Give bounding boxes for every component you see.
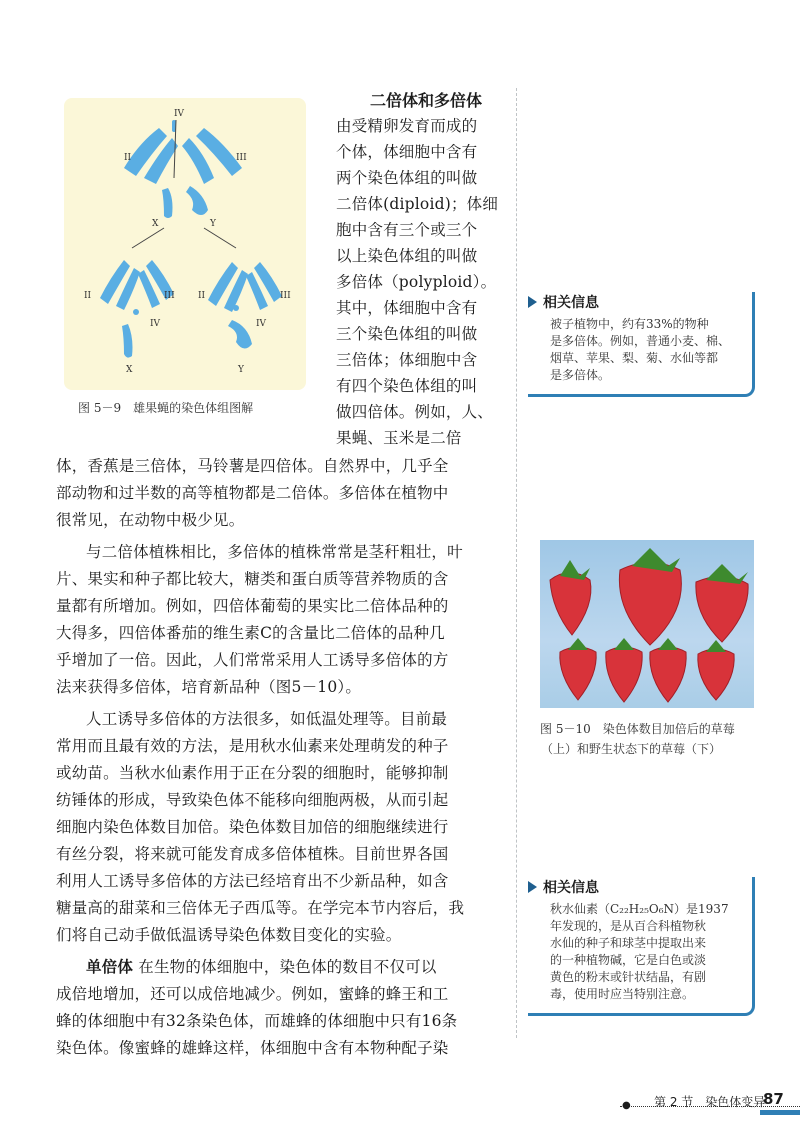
info-line: 毒，使用时应当特别注意。	[550, 987, 695, 1001]
strawberry-large-3	[696, 576, 748, 642]
body-line: 果蝇、玉米是二倍	[336, 429, 462, 447]
info-box-polyploid	[528, 292, 755, 397]
strawberry-photo	[540, 540, 754, 708]
triangle-bullet-icon	[528, 296, 537, 308]
body-line: 三个染色体组的叫做	[336, 325, 478, 343]
body-line	[86, 958, 437, 977]
chromosome-y-bottom	[228, 320, 252, 349]
figure-5-9	[64, 98, 306, 390]
chromosome-iv-br	[233, 305, 239, 311]
page-number: 87	[763, 1090, 784, 1108]
chromosome-diagram	[64, 98, 306, 390]
body-line: 糖量高的甜菜和三倍体无子西瓜等。在学完本节内容后，我	[56, 899, 465, 917]
strawberry-small-3	[650, 647, 686, 702]
footer-accent-bar	[760, 1110, 800, 1115]
info-box-title: 相关信息	[543, 880, 599, 896]
body-line: 个体，体细胞中含有	[336, 143, 478, 161]
label-iii-br: III	[280, 291, 291, 301]
info-box-title: 相关信息	[543, 295, 599, 311]
leaf-5	[614, 638, 634, 650]
body-line: 人工诱导多倍体的方法很多，如低温处理等。目前最	[86, 710, 448, 728]
body-line: 体，香蕉是三倍体，马铃薯是四倍体。自然界中，几乎全	[56, 457, 449, 475]
strawberry-large-1	[550, 573, 591, 636]
strawberries-image	[540, 540, 754, 708]
body-line: 两个染色体组的叫做	[336, 169, 478, 187]
body-line: 染色体。像蜜蜂的雄蜂这样，体细胞中含有本物种配子染	[56, 1039, 449, 1057]
label-iv-br: IV	[256, 319, 267, 329]
body-line: 有丝分裂，将来就可能发育成多倍体植株。目前世界各国	[56, 845, 449, 863]
strawberry-small-4	[698, 649, 734, 700]
column-divider	[516, 88, 517, 1038]
chromosome-iv-bl	[133, 309, 139, 315]
label-ii-br: II	[198, 291, 206, 301]
body-line: 纺锤体的形成，导致染色体不能移向细胞两极，从而引起	[56, 791, 449, 809]
body-line: 三倍体；体细胞中含	[336, 351, 478, 369]
body-line: 成倍地增加，还可以成倍地减少。例如，蜜蜂的蜂王和工	[56, 985, 449, 1003]
label-x-mid: X	[152, 219, 159, 229]
body-line: 部动物和过半数的高等植物都是二倍体。多倍体在植物中	[56, 484, 449, 502]
label-iii-bl: III	[164, 291, 175, 301]
leaf-6	[658, 638, 678, 650]
body-line: 做四倍体。例如，人、	[336, 403, 494, 421]
body-line: 胞中含有三个或三个	[336, 221, 478, 239]
body-line: 蜂的体细胞中有32条染色体，而雄蜂的体细胞中只有16条	[56, 1012, 458, 1030]
body-line: 二倍体(diploid)；体细	[336, 195, 499, 213]
body-line: 或幼苗。当秋水仙素作用于正在分裂的细胞时，能够抑制	[56, 764, 449, 782]
label-x-bottom: X	[126, 365, 133, 375]
body-line: 片、果实和种子都比较大，糖类和蛋白质等营养物质的含	[56, 570, 449, 588]
body-line: 以上染色体组的叫做	[336, 247, 478, 265]
body-line: 法来获得多倍体，培育新品种（图5－10）。	[56, 678, 362, 696]
body-line: 由受精卵发育而成的	[336, 117, 478, 135]
footer-section-title: 第 2 节 染色体变异	[654, 1095, 766, 1109]
body-line: 与二倍体植株相比，多倍体的植株常常是茎秆粗壮，叶	[86, 543, 463, 561]
info-line: 是多倍体。	[550, 368, 611, 382]
chromosome-x-bottom	[122, 324, 133, 358]
label-iv-top: IV	[174, 109, 185, 119]
label-iii-top: III	[236, 153, 247, 163]
leaf-7	[706, 640, 726, 652]
term-haploid: 单倍体	[86, 958, 134, 976]
body-line: 量都有所增加。例如，四倍体葡萄的果实比二倍体品种的	[56, 597, 449, 615]
info-box-header	[528, 877, 752, 897]
arrow-y	[204, 228, 236, 248]
body-line: 很常见，在动物中极少见。	[56, 511, 245, 529]
info-line: 被子植物中，约有33%的物种	[550, 317, 709, 331]
label-ii-top: II	[124, 153, 132, 163]
info-line: 是多倍体。例如，普通小麦、棉、	[550, 334, 731, 348]
body-line: 乎增加了一倍。因此，人们常常采用人工诱导多倍体的方	[56, 651, 449, 669]
info-box-header	[528, 292, 752, 312]
label-y-bottom: Y	[238, 365, 244, 375]
info-line: 水仙的种子和球茎中提取出来	[550, 936, 707, 950]
info-line: 烟草、苹果、梨、菊、水仙等都	[550, 351, 719, 365]
footer-dot-icon: ●	[622, 1100, 631, 1111]
body-line: 多倍体（polyploid）。	[336, 273, 497, 291]
body-line: 们将自己动手做低温诱导染色体数目变化的实验。	[56, 926, 402, 944]
body-line: 利用人工诱导多倍体的方法已经培育出不少新品种，如含	[56, 872, 449, 890]
label-ii-bl: II	[84, 291, 92, 301]
label-y-mid: Y	[210, 219, 216, 229]
arrow-x	[132, 228, 164, 248]
info-line: 年发现的，是从百合科植物秋	[550, 919, 707, 933]
chromosome-x-top	[162, 188, 173, 218]
triangle-bullet-icon	[528, 881, 537, 893]
figure-5-10-caption-line1: 图 5－10 染色体数目加倍后的草莓	[540, 722, 735, 736]
info-box-colchicine	[528, 877, 755, 1016]
strawberry-small-2	[606, 647, 642, 702]
strawberry-small-1	[560, 647, 596, 700]
body-line: 其中，体细胞中含有	[336, 299, 478, 317]
section-title: 二倍体和多倍体	[370, 91, 483, 110]
info-line: 黄色的粉末或针状结晶，有剧	[550, 970, 707, 984]
chromosome-y-top	[186, 186, 208, 215]
label-iv-bl: IV	[150, 319, 161, 329]
strawberry-large-2	[619, 563, 681, 646]
body-line-text: 在生物的体细胞中，染色体的数目不仅可以	[138, 958, 437, 976]
body-line: 大得多，四倍体番茄的维生素C的含量比二倍体的品种几	[56, 624, 445, 642]
body-line: 有四个染色体组的叫	[336, 377, 478, 395]
body-line: 常用而且最有效的方法，是用秋水仙素来处理萌发的种子	[56, 737, 449, 755]
info-line: 秋水仙素（C₂₂H₂₅O₆N）是1937	[550, 902, 729, 916]
leaf-4	[568, 638, 588, 650]
body-line: 细胞内染色体数目加倍。染色体数目加倍的细胞继续进行	[56, 818, 449, 836]
figure-5-9-caption: 图 5－9 雄果蝇的染色体组图解	[78, 401, 254, 415]
figure-5-10-caption-line2: （上）和野生状态下的草莓（下）	[541, 742, 722, 756]
info-line: 的一种植物碱，它是白色或淡	[550, 953, 707, 967]
